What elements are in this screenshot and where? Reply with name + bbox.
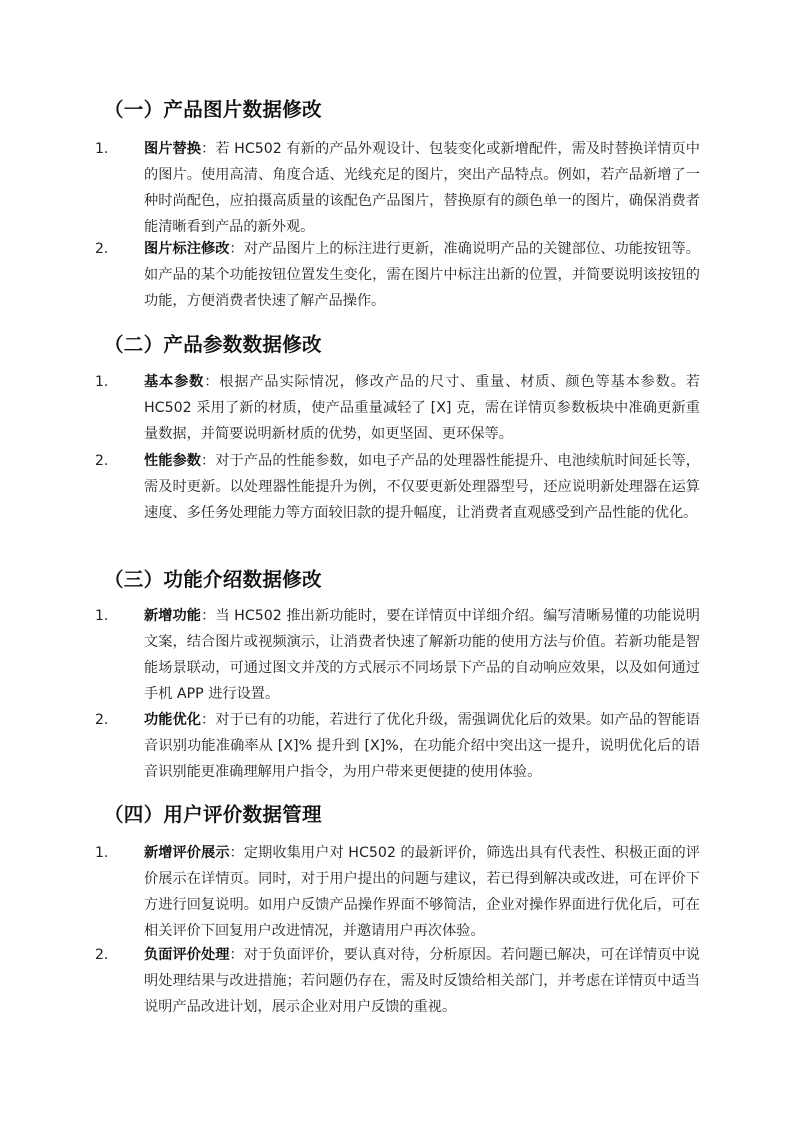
list-item-body bbox=[144, 707, 700, 785]
item-text: ：定期收集用户对 HC502 的最新评价，筛选出具有代表性、积极正面的评价展示在详情页。同时，对于用户提出的问题与建议，若已得到解决或改进，可在评价下方进行回复说明。如用户反馈产品操作界面不够简洁，企业对操作界面进行优化后，可在相关评价下回复用户改进情况，并邀请用户再次体验。 bbox=[144, 845, 700, 939]
list-item-body bbox=[144, 603, 700, 707]
item-label: 新增评价展示 bbox=[144, 845, 230, 861]
list-number: 1. bbox=[95, 141, 109, 157]
section-heading: （二）产品参数数据修改 bbox=[104, 333, 322, 356]
list-item-body bbox=[144, 840, 700, 944]
list-item-body bbox=[144, 136, 700, 240]
list-item-body bbox=[144, 942, 700, 1020]
item-text: ：若 HC502 有新的产品外观设计、包装变化或新增配件，需及时替换详情页中的图片。使用高清、角度合适、光线充足的图片，突出产品特点。例如，若产品新增了一种时尚配色，应拍摄高质量的该配色产品图片，替换原有的颜色单一的图片，确保消费者能清晰看到产品的新外观。 bbox=[144, 141, 700, 235]
item-text: ：根据产品实际情况，修改产品的尺寸、重量、材质、颜色等基本参数。若 HC502 采用了新的材质，使产品重量减轻了 [X] 克，需在详情页参数板块中准确更新重量数据，并简要说明新材质的优势，如更坚固、更环保等。 bbox=[144, 374, 700, 442]
item-text: ：当 HC502 推出新功能时，要在详情页中详细介绍。编写清晰易懂的功能说明文案，结合图片或视频演示，让消费者快速了解新功能的使用方法与价值。若新功能是智能场景联动，可通过图文并茂的方式展示不同场景下产品的自动响应效果，以及如何通过手机 APP 进行设置。 bbox=[144, 608, 700, 702]
item-text: ：对产品图片上的标注进行更新，准确说明产品的关键部位、功能按钮等。如产品的某个功能按钮位置发生变化，需在图片中标注出新的位置，并简要说明该按钮的功能，方便消费者快速了解产品操作。 bbox=[144, 241, 700, 309]
section-heading: （三）功能介绍数据修改 bbox=[104, 568, 322, 591]
list-number: 2. bbox=[95, 241, 109, 257]
item-label: 性能参数 bbox=[144, 453, 202, 469]
list-number: 2. bbox=[95, 712, 109, 728]
section-heading: （四）用户评价数据管理 bbox=[104, 803, 322, 826]
list-number: 1. bbox=[95, 374, 109, 390]
list-item-body bbox=[144, 448, 700, 526]
section-heading: （一）产品图片数据修改 bbox=[104, 98, 322, 121]
item-label: 新增功能 bbox=[144, 608, 202, 624]
item-label: 图片标注修改 bbox=[144, 241, 230, 257]
item-label: 基本参数 bbox=[144, 374, 205, 390]
item-label: 功能优化 bbox=[144, 712, 202, 728]
list-number: 2. bbox=[95, 453, 109, 469]
item-text: ：对于产品的性能参数，如电子产品的处理器性能提升、电池续航时间延长等，需及时更新。以处理器性能提升为例，不仅要更新处理器型号，还应说明新处理器在运算速度、多任务处理能力等方面较旧款的提升幅度，让消费者直观感受到产品性能的优化。 bbox=[144, 453, 700, 521]
item-label: 负面评价处理 bbox=[144, 947, 230, 963]
item-label: 图片替换 bbox=[144, 141, 202, 157]
list-item-body bbox=[144, 236, 700, 314]
list-number: 1. bbox=[95, 608, 109, 624]
item-text: ：对于负面评价，要认真对待，分析原因。若问题已解决，可在详情页中说明处理结果与改进措施；若问题仍存在，需及时反馈给相关部门，并考虑在详情页中适当说明产品改进计划，展示企业对用户反馈的重视。 bbox=[144, 947, 700, 1015]
item-text: ：对于已有的功能，若进行了优化升级，需强调优化后的效果。如产品的智能语音识别功能准确率从 [X]% 提升到 [X]%，在功能介绍中突出这一提升，说明优化后的语音识别能更准确理解用户指令，为用户带来更便捷的使用体验。 bbox=[144, 712, 700, 780]
list-number: 1. bbox=[95, 845, 109, 861]
list-number: 2. bbox=[95, 947, 109, 963]
list-item-body bbox=[144, 369, 700, 447]
